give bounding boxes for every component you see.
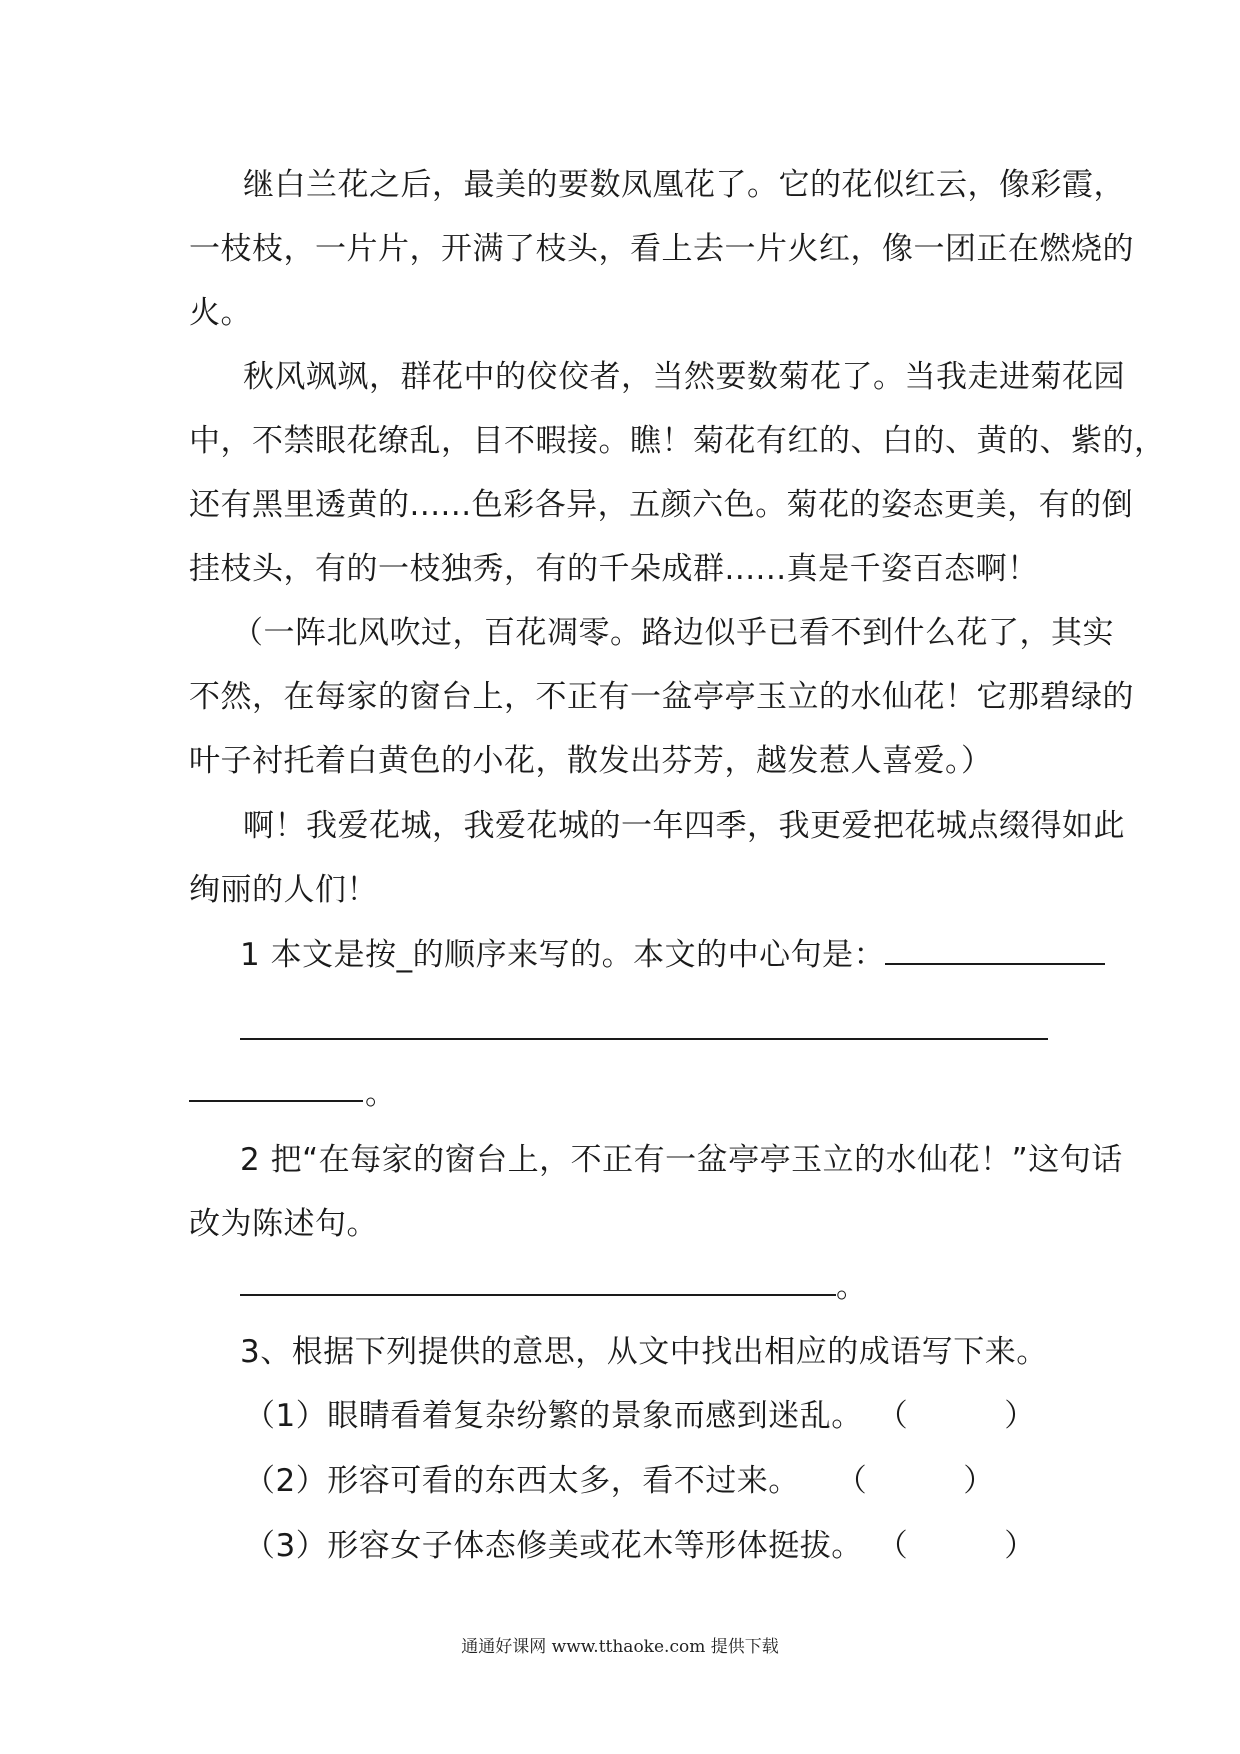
question-3-title: 3、根据下列提供的意思，从文中找出相应的成语写下来。: [240, 1334, 1048, 1370]
question-3-item-3: [244, 1526, 1036, 1566]
answer-paren-close-3: ）: [1004, 1528, 1036, 1564]
question-3-item-2: [244, 1461, 995, 1501]
paragraph-1-line-1: 继白兰花之后，最美的要数凤凰花了。它的花似红云，像彩霞，: [243, 167, 1125, 203]
question-1: [240, 935, 1105, 975]
question-3-item-1-text: （1）眼睛看着复杂纷繁的景象而感到迷乱。: [244, 1398, 863, 1434]
paragraph-4-line-2: 绚丽的人们！: [189, 872, 378, 908]
paragraph-2-line-4: 挂枝头，有的一枝独秀，有的千朵成群......真是千姿百态啊！: [189, 551, 1039, 587]
paragraph-3-line-1: （一阵北风吹过，百花凋零。路边似乎已看不到什么花了，其实: [232, 615, 1114, 651]
answer-blank-1a[interactable]: [885, 937, 1105, 965]
answer-paren-open-2: （: [835, 1463, 868, 1499]
paragraph-2-line-3: 还有黑里透黄的......色彩各异，五颜六色。菊花的姿态更美，有的倒: [189, 487, 1134, 523]
question-3-item-3-text: （3）形容女子体态修美或花木等形体挺拔。: [244, 1528, 863, 1564]
answer-line-1c[interactable]: [189, 1100, 363, 1102]
paragraph-2-line-2: 中，不禁眼花缭乱，目不暇接。瞧！菊花有红的、白的、黄的、紫的，: [189, 423, 1166, 459]
paragraph-3-line-2: 不然，在每家的窗台上，不正有一盆亭亭玉立的水仙花！它那碧绿的: [189, 679, 1134, 715]
answer-paren-open-1: （: [876, 1398, 909, 1434]
answer-line-2[interactable]: [240, 1294, 836, 1296]
answer-line-1b[interactable]: [240, 1038, 1048, 1040]
question-3-item-2-text: （2）形容可看的东西太多，看不过来。: [244, 1463, 800, 1499]
question-1-end-mark: 。: [365, 1076, 397, 1112]
question-2-end-mark: 。: [836, 1269, 868, 1305]
answer-paren-close-2: ）: [963, 1463, 995, 1499]
question-2-line-1: 2 把“在每家的窗台上，不正有一盆亭亭玉立的水仙花！”这句话: [240, 1142, 1123, 1178]
question-2-line-2: 改为陈述句。: [189, 1206, 378, 1242]
answer-paren-close-1: ）: [1004, 1398, 1036, 1434]
paragraph-4-line-1: 啊！我爱花城，我爱花城的一年四季，我更爱把花城点缀得如此: [243, 808, 1125, 844]
answer-paren-open-3: （: [876, 1528, 909, 1564]
paragraph-1-line-2: 一枝枝，一片片，开满了枝头，看上去一片火红，像一团正在燃烧的: [189, 231, 1134, 267]
question-1-text: 1 本文是按_的顺序来写的。本文的中心句是：: [240, 937, 886, 973]
page-footer: 通通好课网 www.tthaoke.com 提供下载: [461, 1637, 779, 1657]
paragraph-2-line-1: 秋风飒飒，群花中的佼佼者，当然要数菊花了。当我走进菊花园: [243, 359, 1125, 395]
paragraph-3-line-3: 叶子衬托着白黄色的小花，散发出芬芳，越发惹人喜爱。）: [189, 743, 993, 779]
question-3-item-1: [244, 1396, 1036, 1436]
paragraph-1-line-3: 火。: [189, 295, 252, 331]
